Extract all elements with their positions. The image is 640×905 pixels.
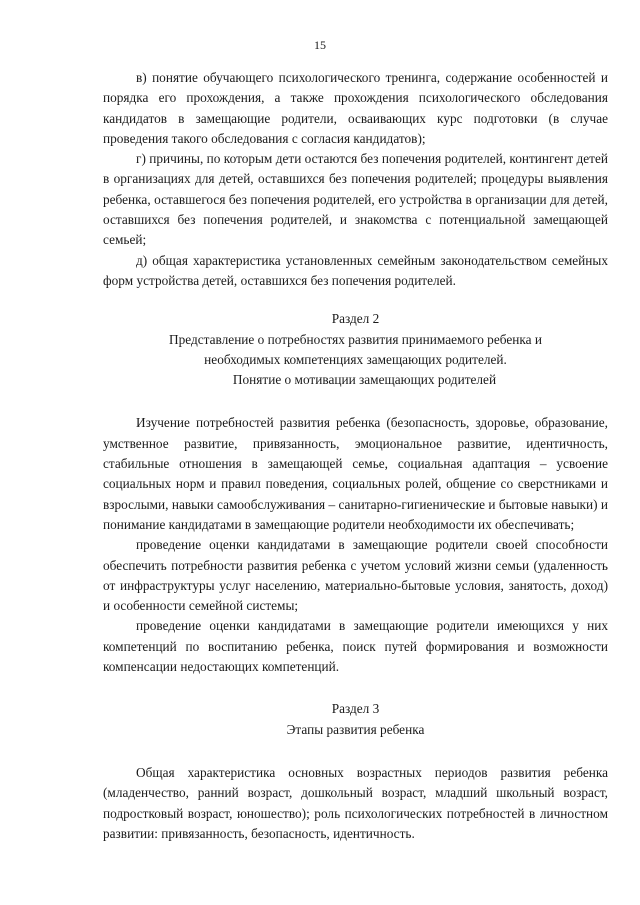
section-2-title-line-1: Представление о потребностях развития принимаемого ребенка и <box>169 331 542 347</box>
section-3-paragraph: Общая характеристика основных возрастных периодов развития ребенка (младенчество, ранний возраст, дошкольный возраст, младший школьный возраст, подростковый возраст, юношество); роль психологических потребностей в личностном развитии: привязанность, безопасность, идентичность. <box>103 764 608 841</box>
list-item-v: в) понятие обучающего психологического тренинга, содержание особенностей и порядка его прохождения, а также прохождения психологического обследования кандидатов в замещающие родители, осваивающих курс подготовки (в случае проведения такого обследования с согласия кандидатов); <box>103 70 608 146</box>
section-2-title-line-3: Понятие о мотивации замещающих родителей <box>232 372 497 388</box>
section-3-title: Этапы развития ребенка <box>286 721 425 737</box>
section-2-paragraph: проведение оценки кандидатами в замещающие родители своей способности обеспечить потребности развития ребенка с учетом условий жизни семьи (удаленность от инфраструктуры услуг населению, материально-бытовые условия, занятость, доход) и особенности семейной системы; <box>103 537 608 614</box>
page-number: 15 <box>314 38 326 52</box>
section-2-paragraph: Изучение потребностей развития ребенка (безопасность, здоровье, образование, умственное развитие, привязанность, эмоциональное развитие, идентичность, стабильные отношения в замещающей семье, социальная адаптация – усвоение социальных норм и правил поведения, социальных ролей, общение со сверстниками и взрослыми, навыки самообслуживания – санитарно-гигиенические и бытовые навыки) и понимание кандидатами в замещающие родители необходимости их обеспечивать; <box>103 415 608 532</box>
document-body <box>103 68 608 844</box>
section-2-label: Раздел 2 <box>331 311 380 327</box>
list-item-d: д) общая характеристика установленных семейным законодательством семейных форм устройства детей, оставшихся без попечения родителей. <box>103 252 608 288</box>
section-3-label: Раздел 3 <box>331 701 380 717</box>
section-2-paragraph: проведение оценки кандидатами в замещающие родители имеющихся у них компетенций по воспитанию ребенка, поиск путей формирования и возможности компенсации недостающих компетенций. <box>103 618 608 675</box>
list-item-g: г) причины, по которым дети остаются без попечения родителей, контингент детей в организациях для детей, оставшихся без попечения родителей; процедуры выявления ребенка, оставшегося без попечения родителей, его устройства в организации для детей, оставшихся без попечения родителей, и знакомства с потенциальной замещающей семьей; <box>103 151 608 248</box>
section-2-title-line-2: необходимых компетенциях замещающих родителей. <box>204 351 507 367</box>
